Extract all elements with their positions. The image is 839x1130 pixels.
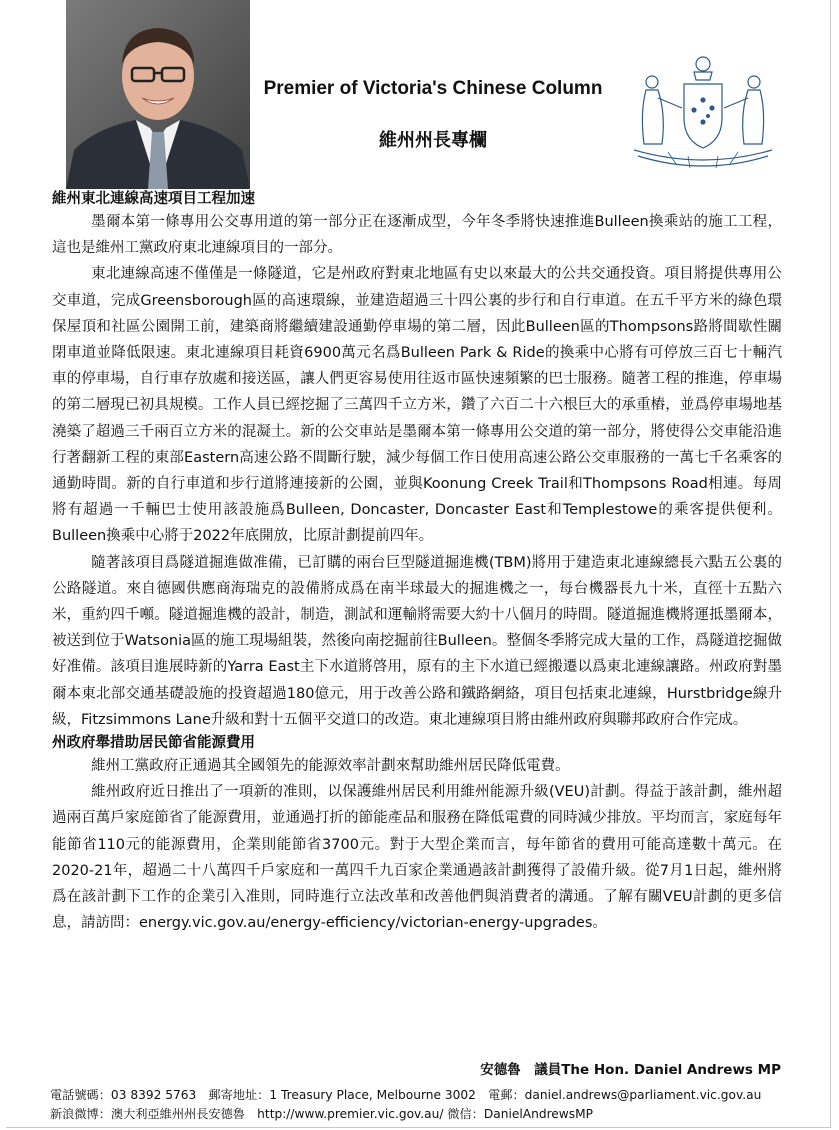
footer-contact-line: 電話號碼：03 8392 5763 郵寄地址：1 Treasury Place, Melbourne 3002 電郵：daniel.andrews@parliament.vic.gov.au — [50, 1088, 762, 1102]
footer-social-line: 新浪微博：澳大利亞維州州長安德魯 http://www.premier.vic.gov.au/ 微信：DanielAndrewsMP — [50, 1107, 593, 1121]
section-heading-northeast-link: 維州東北連線高速項目工程加速 — [52, 191, 255, 207]
paragraph: 墨爾本第一條專用公交專用道的第一部分正在逐漸成型，今年冬季將快速推進Bulleen換乘站的施工工程，這也是維州工黨政府東北連線項目的一部分。 — [52, 214, 782, 257]
paragraph: 維州工黨政府正通過其全國領先的能源效率計劃來幫助維州居民降低電費。 — [91, 758, 570, 775]
column-title-chinese: 維州州長專欄 — [379, 130, 487, 151]
column-title-english: Premier of Victoria's Chinese Column — [263, 78, 603, 99]
paragraph: 維州政府近日推出了一項新的准則，以保護維州居民利用維州能源升級(VEU)計劃。得益于該計劃，維州超過兩百萬戶家庭節省了能源費用，並通過打折的節能產品和服務在降低電費的同時減少排放。平均而言，家庭每年能節省110元的能源費用，企業則能節省3700元。對于大型企業而言，每年節省的費用可能高達數十萬元。在2020-21年，超過二十八萬四千戶家庭和一萬四千九百家企業通過該計劃獲得了設備升級。從7月1日起，維州將爲在該計劃下工作的企業引入准則，同時進行立法改革和改善他們與消費者的溝通。了解有關VEU計劃的更多信息，請訪問：energy.vic.gov.au/energy-efficiency/victorian-energy-upgrades。 — [52, 784, 782, 932]
premier-portrait — [66, 0, 250, 189]
paragraph: 隨著該項目爲隧道掘進做准備，已訂購的兩台巨型隧道掘進機(TBM)將用于建造東北連線總長六點五公裏的公路隧道。來自德國供應商海瑞克的設備將成爲在南半球最大的掘進機之一，每台機器長九十米，直徑十五點六米，重約四千噸。隧道掘進機的設計，制造，測試和運輸將需要大約十八個月的時間。隧道掘進機將運抵墨爾本，被送到位于Watsonia區的施工現場組裝，然後向南挖掘前往Bulleen。整個冬季將完成大量的工作，爲隧道挖掘做好准備。該項目進展時新的Yarra East主下水道將啓用，原有的主下水道已經搬遷以爲東北連線讓路。州政府對墨爾本東北部交通基礎設施的投資超過180億元，用于改善公路和鐵路網絡，項目包括東北連線，Hurstbridge線升級，Fitzsimmons Lane升級和對十五個平交道口的改造。東北連線項目將由維州政府與聯邦政府合作完成。 — [52, 554, 782, 728]
victoria-coat-of-arms — [628, 52, 778, 174]
paragraph: 東北連線高速不僅僅是一條隧道，它是州政府對東北地區有史以來最大的公共交通投資。項目將提供專用公交車道，完成Greensborough區的高速環線，並建造超過三十四公裏的步行和自行車道。在五千平方米的綠色環保屋頂和社區公園開工前，建築商將繼續建設通勤停車場的第二層，因此Bulleen區的Thompsons路將間歇性關閉車道並降低限速。東北連線項目耗資6900萬元名爲Bulleen Park & Ride的換乘中心將有可停放三百七十輛汽車的停車場，自行車存放處和接送區，讓人們更容易使用往返市區快速頻繁的巴士服務。隨著工程的推進，停車場的第二層現已初具規模。工作人員已經挖掘了三萬四千立方米，鑽了六百二十六根巨大的承重樁，並爲停車場地基澆築了超過三千兩百立方米的混凝土。新的公交車站是墨爾本第一條專用公交道的第一部分，將使得公交車能沿進行著翻新工程的東部Eastern高速公路不間斷行駛，減少每個工作日使用高速公路公交車服務的一萬七千名乘客的通勤時間。新的自行車道和步行道將連接新的公園，並與Koonung Creek Trail和Thompsons Road相連。每周將有超過一千輛巴士使用該設施爲Bulleen, Doncaster, Doncaster East和Templestowe的乘客提供便利。Bulleen換乘中心將于2022年底開放，比原計劃提前四年。 — [52, 266, 782, 545]
contact-footer — [50, 1086, 761, 1124]
section-heading-energy-savings: 州政府舉措助居民節省能源費用 — [52, 735, 255, 752]
author-signature: 安德魯 議員The Hon. Daniel Andrews MP — [480, 1062, 781, 1078]
article-body — [52, 189, 782, 936]
